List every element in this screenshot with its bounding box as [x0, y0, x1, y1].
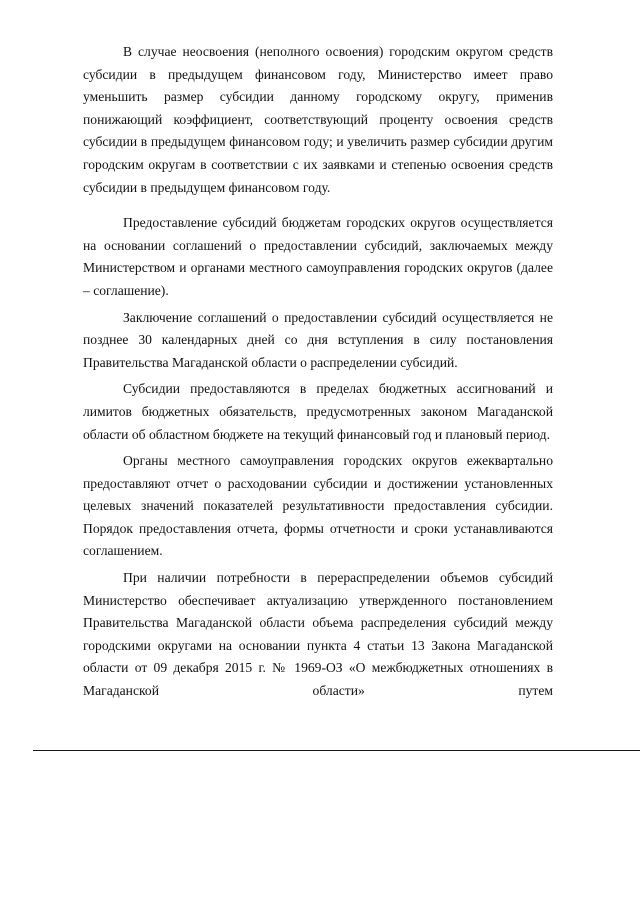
document-body — [83, 41, 553, 703]
paragraph-redistribution: При наличии потребности в перераспределении объемов субсидий Министерство обеспечивает актуализацию утвержденного постановлением Правительства Магаданской области объема распределения субсидий между городскими округами на основании пункта 4 статьи 13 Закона Магаданской области от 09 декабря 2015 г. № 1969-ОЗ «О межбюджетных отношениях в Магаданской области» путем — [83, 570, 553, 699]
bottom-divider-line — [33, 750, 640, 751]
paragraph-budget-limits: Субсидии предоставляются в пределах бюджетных ассигнований и лимитов бюджетных обязательств, предусмотренных законом Магаданской области об областном бюджете на текущий финансовый год и плановый период. — [83, 381, 553, 442]
paragraph-agreement-deadline: Заключение соглашений о предоставлении субсидий осуществляется не позднее 30 календарных дней со дня вступления в силу постановления Правительства Магаданской области о распределении субсидий. — [83, 309, 553, 370]
paragraph-subsidy-reduction: В случае неосвоения (неполного освоения) городским округом средств субсидии в предыдущем финансовом году, Министерство имеет право уменьшить размер субсидии данному городскому округу, применив понижающий коэффициент, соответствующий проценту освоения средств субсидии в предыдущем финансовом году; и увеличить размер субсидии другим городским округам в соответствии с их заявками и степенью освоения средств субсидии в предыдущем финансовом году. — [83, 44, 553, 195]
paragraph-quarterly-report: Органы местного самоуправления городских округов ежеквартально предоставляют отчет о расходовании субсидии и достижении установленных целевых значений показателей результативности предоставления субсидии. Порядок предоставления отчета, формы отчетности и сроки устанавливаются соглашением. — [83, 453, 553, 559]
paragraph-subsidy-agreements: Предоставление субсидий бюджетам городских округов осуществляется на основании соглашений о предоставлении субсидий, заключаемых между Министерством и органами местного самоуправления городских округов (далее – соглашение). — [83, 215, 553, 298]
